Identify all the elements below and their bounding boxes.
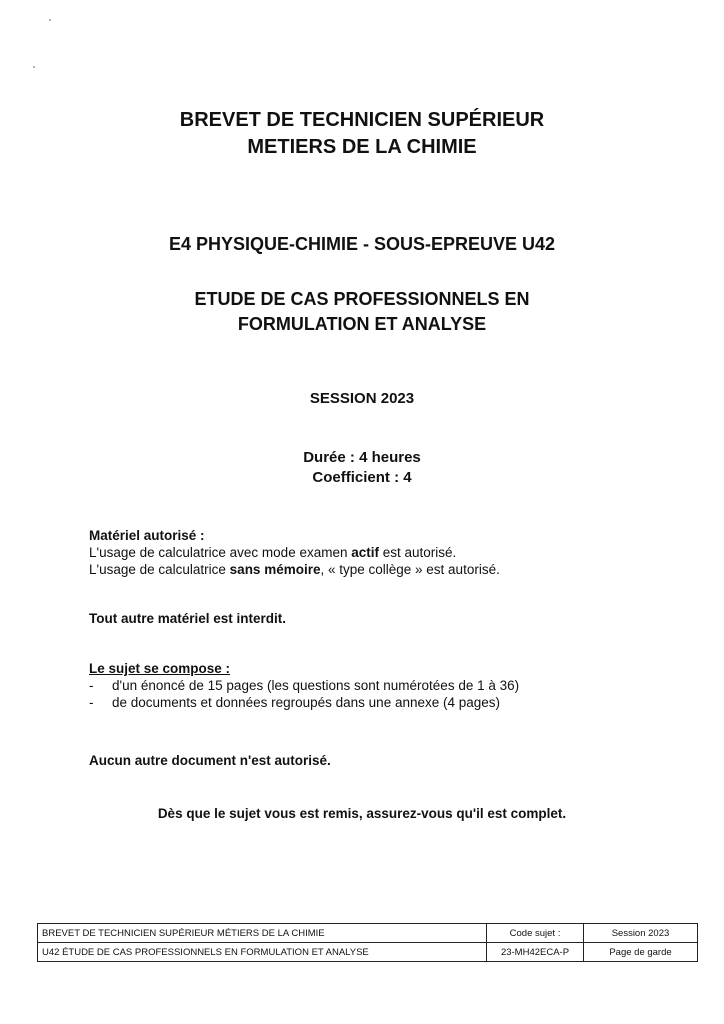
list-item: - de documents et données regroupés dans une annexe (4 pages) bbox=[89, 694, 519, 711]
table-row bbox=[38, 924, 698, 943]
materiel-line-2-end: , « type collège » est autorisé. bbox=[320, 562, 500, 577]
materiel-line-1-text: L'usage de calculatrice avec mode examen bbox=[89, 545, 352, 560]
footer-session: Session 2023 bbox=[584, 924, 698, 943]
exam-subtitle bbox=[0, 287, 724, 337]
diploma-title-line2: METIERS DE LA CHIMIE bbox=[247, 136, 477, 158]
table-row bbox=[38, 943, 698, 962]
footer-table bbox=[37, 923, 698, 962]
scan-speck bbox=[33, 66, 35, 68]
interdit-notice: Tout autre matériel est interdit. bbox=[89, 611, 287, 626]
list-item: - d'un énoncé de 15 pages (les questions sont numérotées de 1 à 36) bbox=[89, 677, 519, 694]
materiel-line-2 bbox=[89, 561, 500, 578]
coefficient: Coefficient : 4 bbox=[312, 469, 412, 486]
footer-code-value: 23-MH42ECA-P bbox=[487, 943, 584, 962]
materiel-line-1-emphasis: actif bbox=[351, 545, 379, 560]
verification-notice: Dès que le sujet vous est remis, assurez-vous qu'il est complet. bbox=[157, 806, 567, 821]
footer-code-label: Code sujet : bbox=[487, 924, 584, 943]
session-label: SESSION 2023 bbox=[309, 390, 415, 407]
composition-section bbox=[89, 660, 519, 711]
materiel-line-2-text: L'usage de calculatrice bbox=[89, 562, 230, 577]
composition-heading: Le sujet se compose : bbox=[89, 661, 231, 676]
exam-subtitle-line2: FORMULATION ET ANALYSE bbox=[237, 314, 487, 334]
materiel-section bbox=[89, 527, 500, 578]
materiel-line-2-emphasis: sans mémoire bbox=[229, 562, 321, 577]
materiel-heading: Matériel autorisé : bbox=[89, 528, 205, 543]
composition-list bbox=[89, 677, 519, 711]
materiel-line-1-end: est autorisé. bbox=[379, 545, 457, 560]
footer-diploma-cell: BREVET DE TECHNICIEN SUPÉRIEUR MÉTIERS DE LA CHIMIE bbox=[38, 924, 487, 943]
diploma-title bbox=[0, 107, 724, 161]
diploma-title-line1: BREVET DE TECHNICIEN SUPÉRIEUR bbox=[179, 109, 545, 131]
exam-subtitle-line1: ETUDE DE CAS PROFESSIONNELS EN bbox=[194, 289, 530, 309]
footer-page: Page de garde bbox=[584, 943, 698, 962]
aucun-document-notice: Aucun autre document n'est autorisé. bbox=[89, 753, 331, 768]
exam-title: E4 PHYSIQUE-CHIMIE - SOUS-EPREUVE U42 bbox=[168, 234, 556, 254]
exam-duration-block bbox=[0, 448, 724, 488]
footer-subject-cell: U42 ÉTUDE DE CAS PROFESSIONNELS EN FORMULATION ET ANALYSE bbox=[38, 943, 487, 962]
materiel-line-1 bbox=[89, 544, 500, 561]
duration: Durée : 4 heures bbox=[303, 449, 421, 466]
scan-speck bbox=[49, 19, 51, 21]
